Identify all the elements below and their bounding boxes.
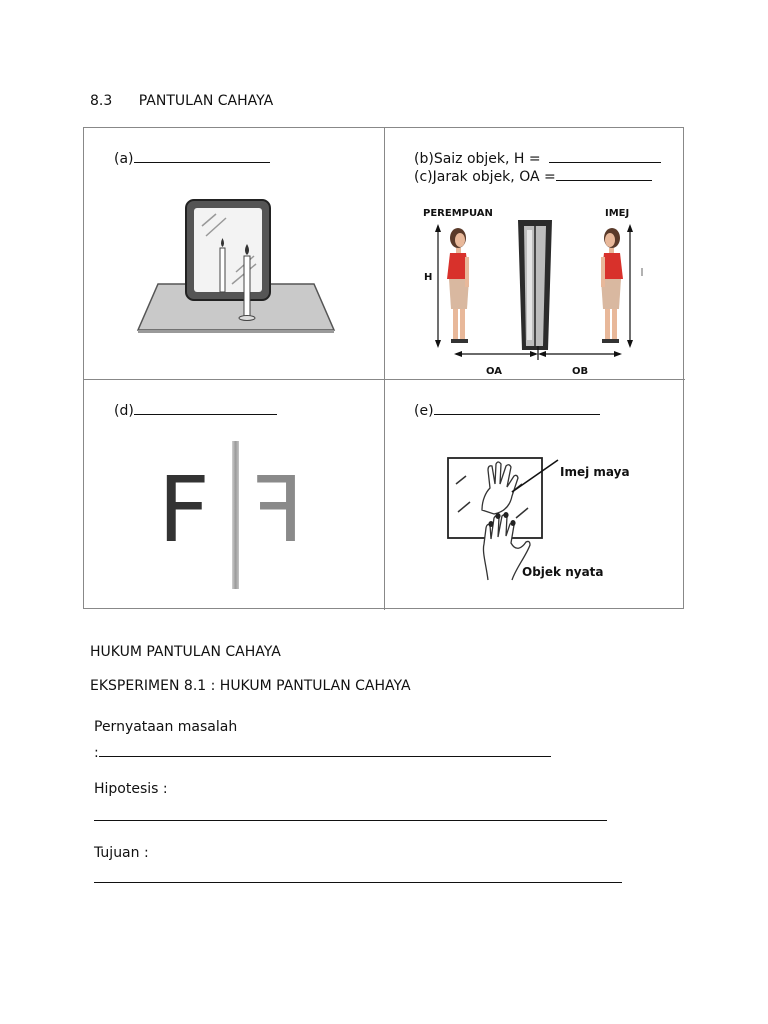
- hypothesis-blank[interactable]: [94, 820, 607, 821]
- cell-e-prompt: [414, 400, 600, 419]
- height-label: H: [424, 272, 433, 283]
- oa-label: OA: [486, 366, 502, 377]
- cell-a-blank: [134, 148, 270, 163]
- cell-a-prompt: [114, 148, 270, 167]
- grid-vertical-divider: [384, 128, 385, 610]
- aim-label: Tujuan :: [94, 845, 149, 861]
- cell-d-blank: [134, 400, 277, 415]
- object-distance-blank: [556, 166, 652, 181]
- cell-c-label: (c): [414, 169, 433, 185]
- mirror-candle-figure: [136, 196, 336, 334]
- hand-mirror-figure: [442, 452, 632, 582]
- cell-d-label: (d): [114, 403, 134, 419]
- virtual-image-label: Imej maya: [560, 465, 630, 479]
- object-distance-label: Jarak objek, OA =: [432, 169, 556, 185]
- hypothesis-label: Hipotesis :: [94, 781, 168, 797]
- letter-f-image: F: [252, 458, 304, 563]
- section-heading: [90, 93, 273, 109]
- aim-blank[interactable]: [94, 882, 622, 883]
- cell-a-label: (a): [114, 151, 134, 167]
- right-person-label: IMEJ: [605, 208, 630, 219]
- cell-e-blank: [434, 400, 600, 415]
- object-size-label: Saiz objek, H =: [433, 151, 541, 167]
- section-title: PANTULAN CAHAYA: [138, 93, 274, 109]
- real-object-label: Objek nyata: [522, 565, 604, 579]
- experiment-heading: EKSPERIMEN 8.1 : HUKUM PANTULAN CAHAYA: [90, 678, 411, 694]
- cell-e-label: (e): [414, 403, 434, 419]
- cell-d-prompt: [114, 400, 277, 419]
- object-size-blank: [549, 148, 661, 163]
- left-person-label: PEREMPUAN: [423, 208, 493, 219]
- plane-mirror-figure: [420, 202, 646, 380]
- ob-label: OB: [572, 366, 589, 377]
- letter-f-object: F: [158, 458, 210, 563]
- problem-prefix: :: [94, 745, 99, 761]
- problem-blank[interactable]: [99, 742, 551, 757]
- cell-b-label: (b): [414, 151, 434, 167]
- law-heading: HUKUM PANTULAN CAHAYA: [90, 644, 281, 660]
- problem-statement-line[interactable]: [94, 742, 551, 761]
- cell-b-prompt: [414, 148, 661, 167]
- section-number: 8.3: [90, 93, 113, 109]
- mirror-line: [232, 441, 239, 589]
- cell-c-prompt: [414, 166, 652, 185]
- problem-statement-label: Pernyataan masalah: [94, 719, 238, 735]
